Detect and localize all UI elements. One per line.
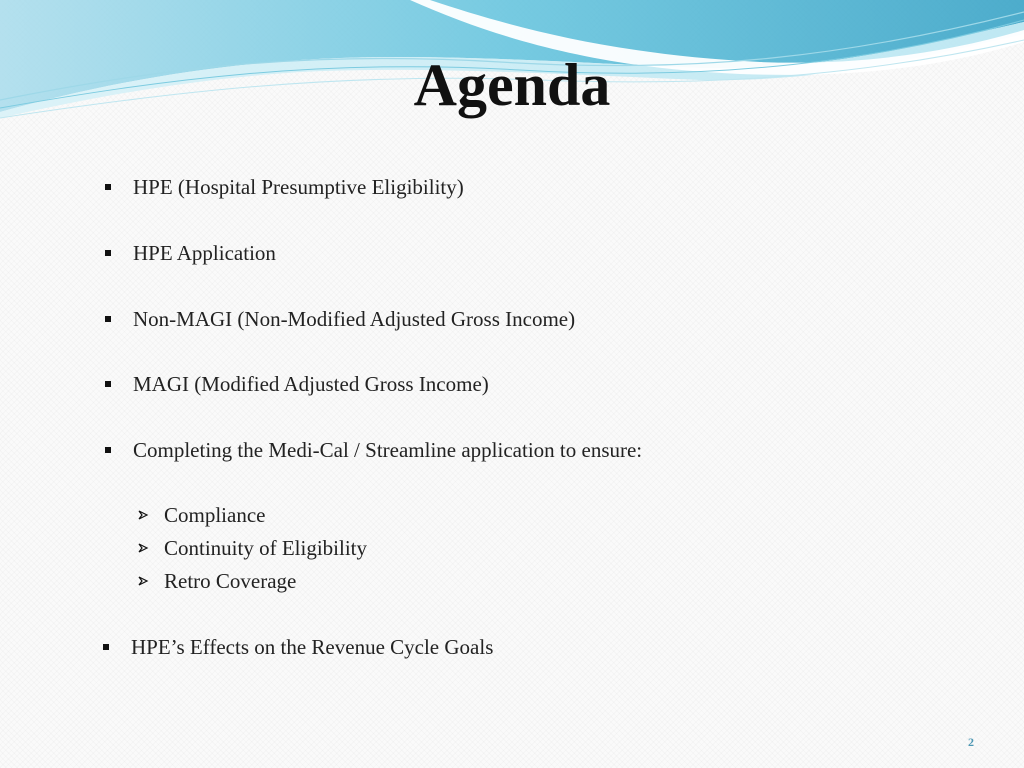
agenda-item-text: HPE’s Effects on the Revenue Cycle Goals	[131, 635, 494, 659]
agenda-item	[105, 173, 464, 201]
sub-item-text: Retro Coverage	[164, 569, 297, 593]
sub-item-text: Compliance	[164, 503, 266, 527]
agenda-item-text: HPE Application	[133, 241, 276, 265]
agenda-item	[105, 239, 276, 267]
sub-item	[137, 567, 296, 595]
square-bullet-icon	[105, 316, 111, 322]
arrowhead-bullet-icon	[137, 542, 149, 554]
agenda-item-text: MAGI (Modified Adjusted Gross Income)	[133, 372, 489, 396]
sub-item	[137, 534, 367, 562]
agenda-item-text: HPE (Hospital Presumptive Eligibility)	[133, 175, 464, 199]
arrowhead-bullet-icon	[137, 575, 149, 587]
page-title: Agenda	[413, 52, 611, 118]
agenda-item	[105, 305, 575, 333]
square-bullet-icon	[105, 381, 111, 387]
square-bullet-icon	[103, 644, 109, 650]
square-bullet-icon	[105, 447, 111, 453]
arrowhead-bullet-icon	[137, 509, 149, 521]
square-bullet-icon	[105, 250, 111, 256]
agenda-item	[105, 370, 489, 398]
sub-item	[137, 501, 265, 529]
agenda-item-text: Completing the Medi-Cal / Streamline application to ensure:	[133, 438, 643, 462]
agenda-item	[105, 436, 642, 464]
sub-item-text: Continuity of Eligibility	[164, 536, 368, 560]
page-number: 2	[968, 735, 974, 749]
agenda-item-text: Non-MAGI (Non-Modified Adjusted Gross Income)	[133, 307, 576, 331]
square-bullet-icon	[105, 184, 111, 190]
agenda-item	[103, 633, 493, 661]
